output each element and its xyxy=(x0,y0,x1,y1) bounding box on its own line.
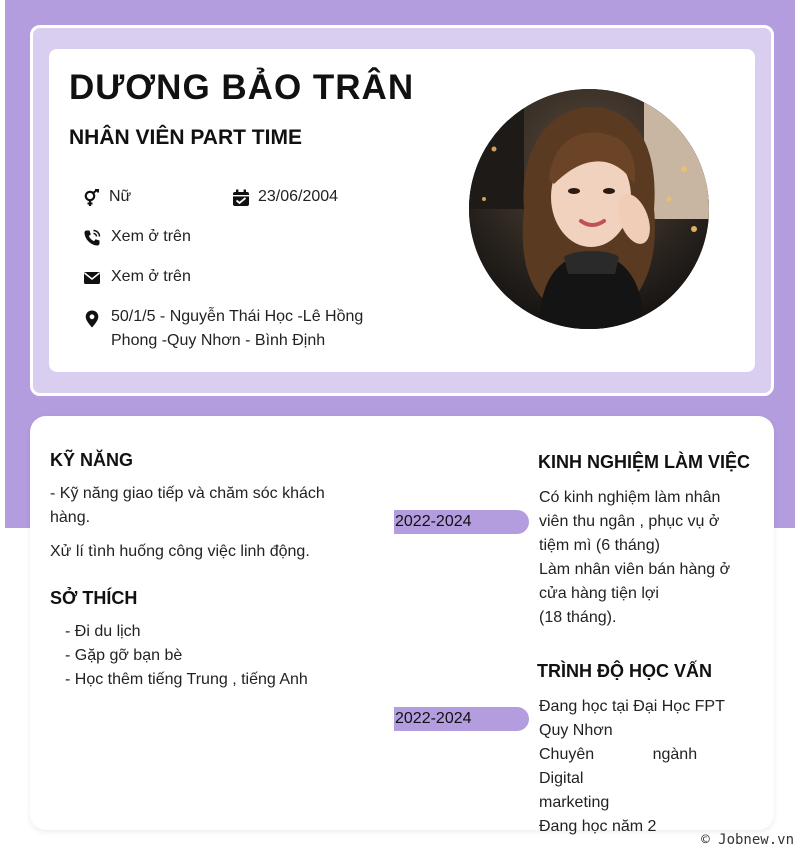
gender-icon xyxy=(83,189,101,207)
candidate-name: DƯƠNG BẢO TRÂN xyxy=(69,68,415,107)
education-line-3: Chuyên ngành Digital xyxy=(539,746,698,787)
profile-photo xyxy=(469,89,709,329)
gender-row xyxy=(83,185,223,209)
birthday-row xyxy=(232,185,372,209)
phone-value: Xem ở trên xyxy=(111,228,191,245)
experience-line-6: (18 tháng). xyxy=(539,609,617,626)
education-line-1: Đang học tại Đại Học FPT xyxy=(539,698,725,715)
phone-icon xyxy=(83,229,101,247)
email-value: Xem ở trên xyxy=(111,268,191,285)
experience-years-badge: 2022-2024 xyxy=(394,510,529,534)
calendar-icon xyxy=(232,189,250,207)
education-line-5: Đang học năm 2 xyxy=(539,818,657,835)
skills-line-2: hàng. xyxy=(50,509,91,526)
hobbies-title: SỞ THÍCH xyxy=(50,588,138,608)
profile-photo-image xyxy=(469,89,709,329)
address-line-1: 50/1/5 - Nguyễn Thái Học -Lê Hồng xyxy=(111,308,364,325)
education-line-3-wrap xyxy=(539,743,764,791)
skills-line-3: Xử lí tình huống công việc linh động. xyxy=(50,543,310,560)
skills-line-1: - Kỹ năng giao tiếp và chăm sóc khách xyxy=(50,485,325,502)
gender-value: Nữ xyxy=(109,188,132,205)
location-pin-icon xyxy=(83,310,101,328)
footer-credit: © Jobnew.vn xyxy=(701,832,794,848)
birthday-value: 23/06/2004 xyxy=(258,188,339,205)
experience-line-1: Có kinh nghiệm làm nhân xyxy=(539,489,721,506)
education-line-2: Quy Nhơn xyxy=(539,722,613,739)
education-line-4: marketing xyxy=(539,794,610,811)
experience-line-4: Làm nhân viên bán hàng ở xyxy=(539,561,731,578)
education-years-badge: 2022-2024 xyxy=(394,707,529,731)
phone-row xyxy=(83,225,283,249)
hobbies-list xyxy=(65,620,385,692)
skills-title: KỸ NĂNG xyxy=(50,450,134,470)
skills-text xyxy=(50,482,370,564)
hobby-item: - Gặp gỡ bạn bè xyxy=(65,647,183,664)
address-row xyxy=(83,305,403,353)
experience-line-2: viên thu ngân , phục vụ ở xyxy=(539,513,720,530)
email-icon xyxy=(83,269,101,287)
education-title: TRÌNH ĐỘ HỌC VẤN xyxy=(537,661,712,681)
hobby-item: - Học thêm tiếng Trung , tiếng Anh xyxy=(65,671,308,688)
education-text xyxy=(539,695,764,839)
experience-title: KINH NGHIỆM LÀM VIỆC xyxy=(538,452,751,472)
email-row xyxy=(83,265,283,289)
experience-line-5: cửa hàng tiện lợi xyxy=(539,585,659,602)
candidate-position: NHÂN VIÊN PART TIME xyxy=(69,126,302,149)
experience-text xyxy=(539,486,764,630)
address-line-2: Phong -Quy Nhơn - Bình Định xyxy=(111,332,326,349)
hobby-item: - Đi du lịch xyxy=(65,623,141,640)
experience-line-3: tiệm mì (6 tháng) xyxy=(539,537,660,554)
